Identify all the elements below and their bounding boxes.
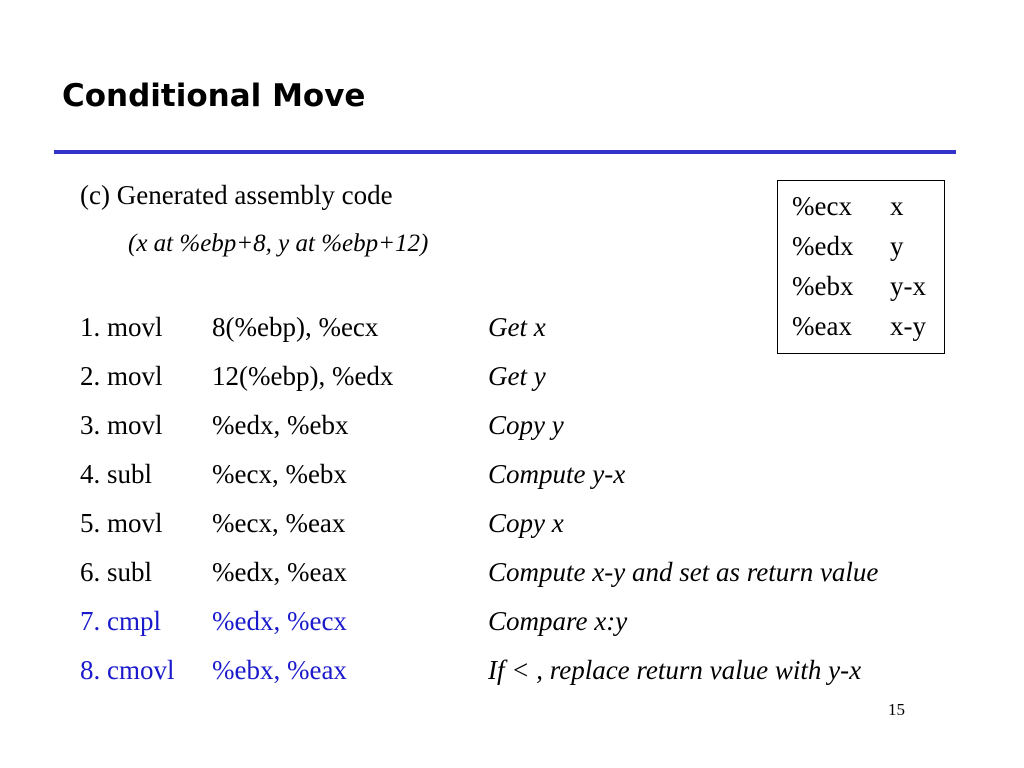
code-comment: Get x — [488, 312, 546, 342]
section-note: (x at %ebp+8, y at %ebp+12) — [128, 230, 429, 257]
code-operands: %ecx, %ebx — [212, 459, 347, 489]
code-operands: %edx, %ebx — [212, 410, 349, 440]
code-operands: %ecx, %eax — [212, 508, 346, 538]
register-value: x-y — [890, 311, 926, 341]
code-operands: 8(%ebp), %ecx — [212, 312, 379, 342]
slide-title: Conditional Move — [62, 78, 366, 114]
register-value: x — [890, 191, 904, 221]
code-instruction: 7. cmpl — [80, 606, 161, 636]
page-number: 15 — [888, 700, 905, 719]
code-comment: If < , replace return value with y-x — [488, 655, 862, 685]
code-instruction: 6. subl — [80, 557, 153, 587]
code-operands: %edx, %eax — [212, 557, 347, 587]
section-heading: (c) Generated assembly code — [80, 180, 393, 210]
register-name: %edx — [792, 231, 854, 261]
code-comment: Get y — [488, 361, 546, 391]
code-comment: Copy y — [488, 410, 564, 440]
code-instruction: 1. movl — [80, 312, 163, 342]
code-instruction: 4. subl — [80, 459, 153, 489]
register-legend — [777, 180, 945, 354]
code-operands: %ebx, %eax — [212, 655, 347, 685]
code-instruction: 8. cmovl — [80, 655, 175, 685]
code-instruction: 3. movl — [80, 410, 163, 440]
code-comment: Compare x:y — [488, 606, 628, 636]
register-name: %ebx — [792, 271, 854, 301]
code-instruction: 5. movl — [80, 508, 163, 538]
register-value: y — [890, 231, 904, 261]
register-name: %eax — [792, 311, 852, 341]
code-comment: Compute y-x — [488, 459, 626, 489]
code-instruction: 2. movl — [80, 361, 163, 391]
code-operands: 12(%ebp), %edx — [212, 361, 394, 391]
register-value: y-x — [890, 271, 926, 301]
code-operands: %edx, %ecx — [212, 606, 347, 636]
register-name: %ecx — [792, 191, 852, 221]
code-comment: Copy x — [488, 508, 564, 538]
code-comment: Compute x-y and set as return value — [488, 557, 879, 587]
title-divider — [54, 150, 956, 154]
